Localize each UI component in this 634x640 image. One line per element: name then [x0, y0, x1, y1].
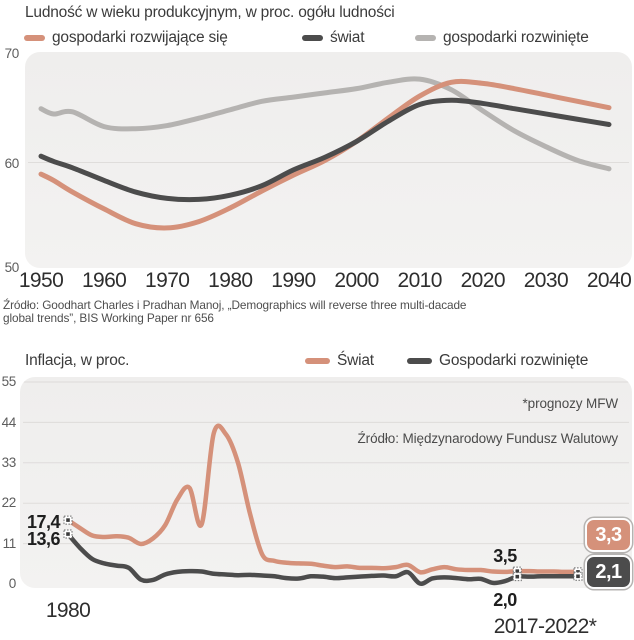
x-axis-label-forecast-range: 2017-2022*	[493, 615, 597, 638]
legend-item-world	[302, 29, 364, 47]
y-axis-label-0: 0	[8, 576, 16, 591]
y-axis-label-11: 11	[2, 536, 16, 551]
data-point-marker-dot	[66, 518, 70, 522]
legend-item-world-inflation	[305, 352, 374, 370]
y-axis-label-55: 55	[1, 374, 16, 389]
inflation-chart-title: Inflacja, w proc.	[25, 352, 130, 369]
legend-swatch-developing-icon	[24, 35, 45, 41]
y-axis-label-22: 22	[1, 495, 16, 510]
legend-label-advanced: gospodarki rozwinięte	[443, 29, 589, 46]
x-axis-label-2010: 2010	[397, 269, 442, 292]
value-label-advanced-2017: 2,0	[493, 590, 517, 610]
y-axis-label-50: 50	[4, 260, 19, 275]
x-axis-label-2020: 2020	[460, 269, 505, 292]
population-source-line2: global trends”, BIS Working Paper nr 656	[3, 311, 214, 325]
y-axis-label-60: 60	[4, 156, 19, 171]
x-axis-label-1960: 1960	[81, 269, 127, 292]
series-line-świat	[41, 100, 609, 199]
imf-source-note: Źródło: Międzynarodowy Fundusz Walutowy	[357, 431, 618, 446]
y-axis-label-33: 33	[1, 455, 16, 470]
x-axis-label-2000: 2000	[334, 269, 379, 292]
legend-label-developing: gospodarki rozwijające się	[52, 29, 228, 46]
legend-swatch-advanced-inflation-icon	[407, 358, 432, 364]
legend-label-world-inflation: Świat	[337, 352, 374, 369]
population-x-axis	[18, 269, 632, 295]
y-axis-label-70: 70	[4, 46, 19, 61]
data-point-marker-dot	[515, 575, 519, 579]
y-axis-label-44: 44	[1, 415, 16, 430]
x-axis-label-2040: 2040	[586, 269, 632, 292]
legend-swatch-advanced-icon	[415, 35, 436, 41]
legend-swatch-world-inflation-icon	[305, 358, 330, 364]
x-axis-label-1970: 1970	[145, 269, 190, 292]
badge-world-forecast: 3,3	[585, 518, 632, 552]
legend-label-world: świat	[330, 29, 365, 46]
value-label-world-2017: 3,5	[493, 546, 517, 566]
legend-item-developing	[24, 29, 228, 47]
legend-swatch-world-icon	[302, 35, 323, 41]
forecast-note: *prognozy MFW	[522, 396, 618, 411]
legend-item-advanced-inflation	[407, 352, 588, 370]
x-axis-label-1990: 1990	[271, 269, 316, 292]
x-axis-label-1950: 1950	[18, 269, 64, 292]
x-axis-label-1980: 1980	[45, 599, 91, 622]
x-axis-label-1980: 1980	[208, 269, 253, 292]
data-point-marker-dot	[66, 532, 70, 536]
x-axis-label-2030: 2030	[523, 269, 569, 292]
population-source-line1: Źródło: Goodhart Charles i Pradhan Manoj, „Demographics will reverse three multi-dacade	[3, 298, 467, 312]
value-label-world-1980: 17,4	[26, 512, 60, 532]
legend-label-advanced-inflation: Gospodarki rozwinięte	[439, 352, 589, 369]
legend-item-advanced	[415, 29, 589, 47]
population-chart-title: Ludność w wieku produkcyjnym, w proc. ogółu ludności	[25, 4, 395, 21]
population-chart-canvas	[25, 52, 632, 268]
data-point-marker-dot	[576, 574, 580, 578]
value-label-advanced-1980: 13,6	[26, 529, 60, 549]
badge-advanced-forecast: 2,1	[585, 555, 632, 589]
